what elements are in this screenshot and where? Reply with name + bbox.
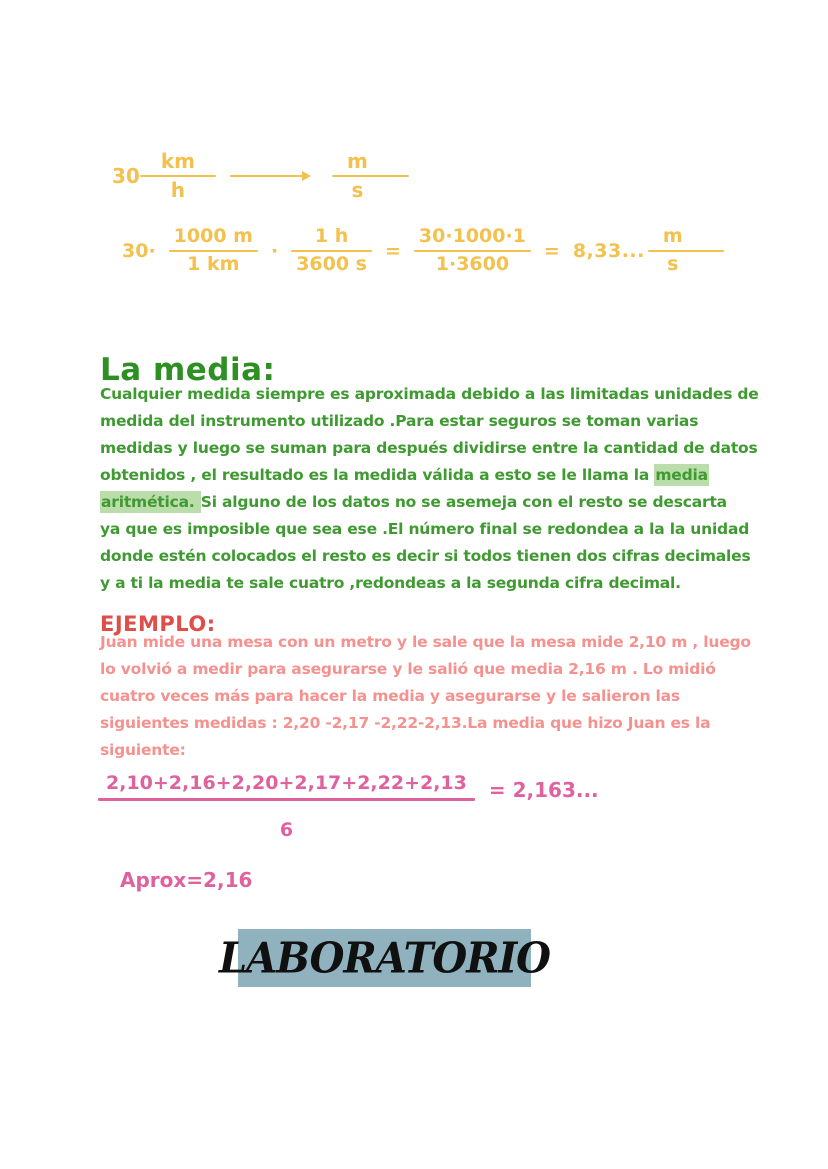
unit-conversion-steps — [122, 226, 688, 276]
text-segment: y a ti la media te sale cuatro ,redondeas a la segunda cifra decimal. — [100, 574, 681, 592]
highlighted-term: media — [655, 466, 708, 484]
fraction-bar — [140, 175, 216, 177]
multiplication-dot: · — [270, 239, 279, 262]
text-line — [100, 381, 759, 408]
fraction-numerator: 1000 m — [173, 225, 253, 247]
text-segment: lo volvió a medir para asegurarse y le salió que media 2,16 m . Lo midió — [100, 660, 716, 678]
text-line — [100, 408, 759, 435]
text-line — [100, 489, 759, 516]
highlighted-term: aritmética. — [101, 493, 200, 511]
text-segment: siguientes medidas : 2,20 -2,17 -2,22-2,13.La media que hizo Juan es la — [100, 714, 711, 732]
m-per-s-fraction — [342, 150, 373, 202]
section-heading-ejemplo: EJEMPLO: — [100, 612, 216, 637]
meters-per-km-fraction — [169, 226, 258, 276]
section-heading-la-media: La media: — [100, 351, 276, 388]
conversion-prefix: 30· — [122, 239, 156, 262]
text-segment: Juan mide una mesa con un metro y le sale que la mesa mide 2,10 m , luego — [100, 633, 751, 651]
text-line — [100, 543, 759, 570]
text-line — [100, 683, 751, 710]
text-line — [100, 710, 751, 737]
ejemplo-paragraph — [100, 629, 751, 764]
fraction-denominator: 6 — [279, 818, 294, 841]
text-segment: donde estén colocados el resto es decir si todos tienen dos cifras decimales — [100, 547, 751, 565]
text-segment: medida del instrumento utilizado .Para estar seguros se toman varias — [100, 412, 699, 430]
fraction-bar — [169, 250, 258, 252]
fraction-bar — [648, 250, 724, 252]
fraction-numerator: m — [346, 149, 368, 173]
fraction-denominator: s — [351, 178, 364, 202]
text-line — [100, 656, 751, 683]
fraction-denominator: s — [667, 252, 679, 275]
fraction-numerator: 30·1000·1 — [418, 225, 526, 247]
mean-result: = 2,163... — [488, 778, 599, 802]
fraction-bar — [291, 250, 372, 252]
conversion-arrow-icon — [230, 170, 312, 182]
fraction-numerator: 2,10+2,16+2,20+2,17+2,22+2,13 — [106, 772, 467, 794]
fraction-denominator: 1·3600 — [435, 252, 510, 275]
equals-sign: = — [385, 239, 401, 262]
fraction-denominator: 3600 s — [296, 252, 367, 275]
equals-sign: = — [543, 239, 560, 262]
fraction-numerator: 1 h — [314, 225, 349, 247]
text-segment: medidas y luego se suman para después dividirse entre la cantidad de datos — [100, 439, 758, 457]
fraction-bar — [98, 798, 475, 801]
text-line — [100, 462, 759, 489]
fraction-numerator: m — [662, 225, 683, 247]
conversion-coefficient: 30 — [112, 164, 140, 188]
media-paragraph — [100, 381, 759, 597]
text-segment: obtenidos , el resultado es la medida válida a esto se le llama la — [100, 466, 655, 484]
text-line — [100, 570, 759, 597]
conversion-result: 8,33... — [572, 239, 645, 262]
text-segment: ya que es imposible que sea ese .El número final se redondea a la la unidad — [100, 520, 750, 538]
text-line — [100, 737, 751, 764]
laboratorio-banner — [218, 929, 551, 987]
banner-label: LABORATORIO — [218, 933, 551, 983]
unit-conversion-intro — [112, 150, 373, 202]
text-segment: siguiente: — [100, 741, 186, 759]
text-segment: Cualquier medida siempre es aproximada debido a las limitadas unidades de — [100, 385, 759, 403]
combined-products-fraction — [414, 226, 531, 276]
text-segment: cuatro veces más para hacer la media y asegurarse y le salieron las — [100, 687, 680, 705]
fraction-bar — [332, 175, 409, 177]
fraction-numerator: km — [160, 149, 195, 173]
hours-per-seconds-fraction — [291, 226, 372, 276]
text-line — [100, 629, 751, 656]
mean-calculation-formula — [98, 772, 599, 841]
km-per-h-fraction — [156, 150, 200, 202]
fraction-denominator: 1 km — [187, 252, 240, 275]
text-line — [100, 435, 759, 462]
text-line — [100, 516, 759, 543]
approx-result: Aprox=2,16 — [120, 868, 253, 892]
text-segment: Si alguno de los datos no se asemeja con el resto se descarta — [200, 493, 727, 511]
m-per-s-result-fraction — [658, 226, 688, 276]
mean-fraction — [98, 772, 475, 841]
fraction-denominator: h — [170, 178, 186, 202]
fraction-bar — [414, 250, 531, 252]
